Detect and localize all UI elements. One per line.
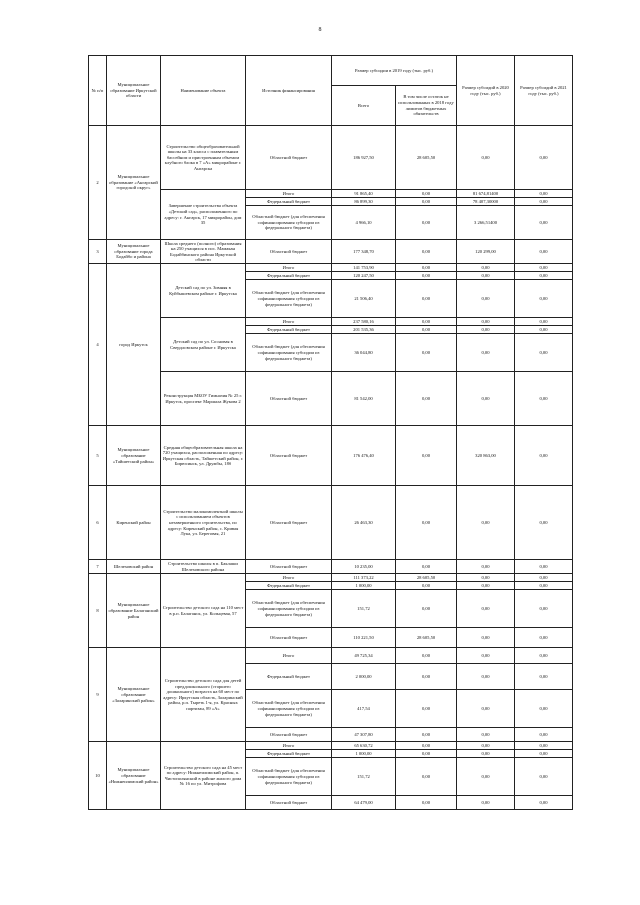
value-2019-total: 4 966,10 bbox=[332, 206, 396, 240]
header-municipality: Муниципальное образование Иркутской области bbox=[107, 56, 161, 126]
header-2021: Размер субсидий в 2021 году (тыс. руб.) bbox=[515, 56, 573, 126]
object-name: Строительство школы в п. Баклаши Шелеховского района bbox=[161, 560, 246, 574]
value-2019-total: 1 000,00 bbox=[332, 750, 396, 758]
funding-source: Федеральный бюджет bbox=[246, 198, 332, 206]
value-2019-total: 110 221,50 bbox=[332, 628, 396, 648]
table-row bbox=[89, 574, 573, 582]
funding-source: Областной бюджет bbox=[246, 486, 332, 560]
value-2021: 0,00 bbox=[515, 426, 573, 486]
value-2021: 0,00 bbox=[515, 664, 573, 690]
value-2019-total: 26 463,30 bbox=[332, 486, 396, 560]
value-2020: 0,00 bbox=[457, 750, 515, 758]
value-2020: 0,00 bbox=[457, 664, 515, 690]
header-2019-total: Всего bbox=[332, 86, 396, 126]
value-2021: 0,00 bbox=[515, 648, 573, 664]
value-2020: 78 407,30000 bbox=[457, 198, 515, 206]
value-2019-total: 91 865,40 bbox=[332, 190, 396, 198]
value-2021: 0,00 bbox=[515, 796, 573, 810]
table-row bbox=[89, 190, 573, 198]
object-name: Реконструкция МБОУ Гимназия № 25 г. Иркутск, проспект Маршала Жукова 2 bbox=[161, 372, 246, 426]
value-2019-total: 141 753,90 bbox=[332, 264, 396, 272]
object-name: Строительство детского сада для детей преддошкольного (старшего дошкольного) возраста на 60 мест по адресу: Иркутская область, Заларинский район, р.п. Тыреть 1-я, ул. Красных партизан, 89 «А» bbox=[161, 648, 246, 742]
value-2021: 0,00 bbox=[515, 590, 573, 628]
funding-source: Итого bbox=[246, 264, 332, 272]
table-row bbox=[89, 560, 573, 574]
funding-source: Областной бюджет (для обеспечения софинансирования субсидии из федерального бюджета) bbox=[246, 206, 332, 240]
value-2020: 0,00 bbox=[457, 486, 515, 560]
value-2019-incl: 28 605,50 bbox=[396, 628, 457, 648]
table-row bbox=[89, 648, 573, 664]
value-2019-incl: 0,00 bbox=[396, 272, 457, 280]
funding-source: Федеральный бюджет bbox=[246, 582, 332, 590]
value-2019-incl: 0,00 bbox=[396, 372, 457, 426]
value-2020: 0,00 bbox=[457, 628, 515, 648]
value-2021: 0,00 bbox=[515, 742, 573, 750]
value-2019-total: 151,72 bbox=[332, 590, 396, 628]
value-2021: 0,00 bbox=[515, 240, 573, 264]
header-no: № п/п bbox=[89, 56, 107, 126]
value-2020: 0,00 bbox=[457, 574, 515, 582]
value-2020: 320 863,00 bbox=[457, 426, 515, 486]
value-2019-total: 49 725,34 bbox=[332, 648, 396, 664]
value-2019-total: 86 899,30 bbox=[332, 198, 396, 206]
value-2021: 0,00 bbox=[515, 326, 573, 334]
value-2021: 0,00 bbox=[515, 750, 573, 758]
value-2020: 0,00 bbox=[457, 126, 515, 190]
value-2019-incl: 0,00 bbox=[396, 240, 457, 264]
object-name: Завершение строительства объекта «Детский сад», расположенного по адресу: г. Ангарск, 17 микрорайон, дом 35 bbox=[161, 190, 246, 240]
table-row bbox=[89, 126, 573, 190]
value-2020: 0,00 bbox=[457, 280, 515, 318]
value-2019-incl: 0,00 bbox=[396, 560, 457, 574]
table-row bbox=[89, 264, 573, 272]
funding-source: Областной бюджет bbox=[246, 126, 332, 190]
value-2021: 0,00 bbox=[515, 758, 573, 796]
value-2020: 120 299,00 bbox=[457, 240, 515, 264]
value-2020: 0,00 bbox=[457, 796, 515, 810]
value-2019-total: 81 542,00 bbox=[332, 372, 396, 426]
value-2019-total: 176 476,40 bbox=[332, 426, 396, 486]
value-2020: 0,00 bbox=[457, 372, 515, 426]
value-2019-total: 111 373,22 bbox=[332, 574, 396, 582]
value-2019-incl: 0,00 bbox=[396, 326, 457, 334]
value-2019-incl: 0,00 bbox=[396, 426, 457, 486]
value-2019-total: 36 044,80 bbox=[332, 334, 396, 372]
table-row bbox=[89, 742, 573, 750]
value-2019-total: 417,54 bbox=[332, 690, 396, 728]
value-2020: 0,00 bbox=[457, 758, 515, 796]
value-2019-total: 177 348,70 bbox=[332, 240, 396, 264]
value-2019-incl: 0,00 bbox=[396, 796, 457, 810]
header-2020: Размер субсидий в 2020 году (тыс. руб.) bbox=[457, 56, 515, 126]
value-2019-total: 186 927,50 bbox=[332, 126, 396, 190]
subsidy-table bbox=[88, 55, 573, 810]
value-2019-incl: 0,00 bbox=[396, 728, 457, 742]
value-2019-total: 64 479,00 bbox=[332, 796, 396, 810]
municipality-name: Муниципальное образование «Тайшетский район» bbox=[107, 426, 161, 486]
value-2020: 0,00 bbox=[457, 264, 515, 272]
value-2020: 0,00 bbox=[457, 690, 515, 728]
funding-source: Итого bbox=[246, 574, 332, 582]
value-2020: 0,00 bbox=[457, 742, 515, 750]
table-row bbox=[89, 372, 573, 426]
funding-source: Федеральный бюджет bbox=[246, 664, 332, 690]
object-name: Школа среднего (полного) образования на 250 учащихся в пос. Мамакан Бодайбинского района Иркутской области bbox=[161, 240, 246, 264]
municipality-name: Муниципальное образование «Заларинский район» bbox=[107, 648, 161, 742]
value-2021: 0,00 bbox=[515, 206, 573, 240]
row-number: 8 bbox=[89, 574, 107, 648]
object-name: Строительство детского сада на 45 мест по адресу: Нижнеилимский район, п. Чистополянский в районе жилого дома № 16 по ул. Митрофова bbox=[161, 742, 246, 810]
value-2021: 0,00 bbox=[515, 190, 573, 198]
value-2019-total: 2 000,00 bbox=[332, 664, 396, 690]
row-number: 7 bbox=[89, 560, 107, 574]
value-2019-total: 237 580,16 bbox=[332, 318, 396, 326]
value-2020: 0,00 bbox=[457, 326, 515, 334]
value-2019-incl: 0,00 bbox=[396, 664, 457, 690]
value-2019-incl: 0,00 bbox=[396, 648, 457, 664]
row-number: 2 bbox=[89, 126, 107, 240]
header-2019-group: Размер субсидии в 2019 году (тыс. руб.) bbox=[332, 56, 457, 86]
value-2021: 0,00 bbox=[515, 628, 573, 648]
funding-source: Итого bbox=[246, 648, 332, 664]
municipality-name: Киренский район bbox=[107, 486, 161, 560]
value-2021: 0,00 bbox=[515, 728, 573, 742]
value-2019-incl: 28 605,50 bbox=[396, 126, 457, 190]
value-2019-total: 1 000,00 bbox=[332, 582, 396, 590]
municipality-name: Муниципальное образование «Нижнеилимский район» bbox=[107, 742, 161, 810]
funding-source: Итого bbox=[246, 318, 332, 326]
header-2019-incl: В том числе остаток не использованных в 2018 году лимитов бюджетных обязательств bbox=[396, 86, 457, 126]
value-2021: 0,00 bbox=[515, 574, 573, 582]
object-name: Строительство малокомплектной школы с использованием объектов незавершенного строительства, по адресу: Киренский район, с. Кривая Лука, ул. Береговая, 21 bbox=[161, 486, 246, 560]
value-2021: 0,00 bbox=[515, 272, 573, 280]
funding-source: Федеральный бюджет bbox=[246, 750, 332, 758]
value-2019-total: 10 235,00 bbox=[332, 560, 396, 574]
value-2019-incl: 28 605,50 bbox=[396, 574, 457, 582]
value-2020: 0,00 bbox=[457, 728, 515, 742]
value-2021: 0,00 bbox=[515, 334, 573, 372]
value-2019-incl: 0,00 bbox=[396, 334, 457, 372]
value-2019-total: 120 247,50 bbox=[332, 272, 396, 280]
value-2020: 0,00 bbox=[457, 272, 515, 280]
value-2020: 0,00 bbox=[457, 334, 515, 372]
row-number: 3 bbox=[89, 240, 107, 264]
header-source: Источник финансирования bbox=[246, 56, 332, 126]
header-object: Наименование объекта bbox=[161, 56, 246, 126]
value-2019-total: 47 307,80 bbox=[332, 728, 396, 742]
funding-source: Областной бюджет bbox=[246, 728, 332, 742]
value-2019-incl: 0,00 bbox=[396, 758, 457, 796]
value-2020: 3 266,51400 bbox=[457, 206, 515, 240]
value-2019-incl: 0,00 bbox=[396, 264, 457, 272]
object-name: Детский сад по ул. Зимняя в Куйбышевском районе г. Иркутска bbox=[161, 264, 246, 318]
value-2020: 81 674,81400 bbox=[457, 190, 515, 198]
funding-source: Областной бюджет (для обеспечения софинансирования субсидии из федерального бюджета) bbox=[246, 758, 332, 796]
value-2020: 0,00 bbox=[457, 648, 515, 664]
value-2020: 0,00 bbox=[457, 582, 515, 590]
value-2021: 0,00 bbox=[515, 126, 573, 190]
row-number: 6 bbox=[89, 486, 107, 560]
value-2021: 0,00 bbox=[515, 560, 573, 574]
row-number: 9 bbox=[89, 648, 107, 742]
value-2021: 0,00 bbox=[515, 486, 573, 560]
table-row bbox=[89, 486, 573, 560]
funding-source: Областной бюджет bbox=[246, 372, 332, 426]
funding-source: Итого bbox=[246, 190, 332, 198]
value-2020: 0,00 bbox=[457, 590, 515, 628]
funding-source: Областной бюджет bbox=[246, 240, 332, 264]
table-row bbox=[89, 426, 573, 486]
value-2019-incl: 0,00 bbox=[396, 318, 457, 326]
value-2019-total: 201 535,36 bbox=[332, 326, 396, 334]
object-name: Детский сад по ул. Сосновая в Свердловском районе г. Иркутска bbox=[161, 318, 246, 372]
object-name: Строительство общеобразовательной школы на 33 класса с плавательным бассейном и пристроенным объемом клубного блока в 7 «А» микрорайоне г. Ангарска bbox=[161, 126, 246, 190]
value-2019-total: 151,72 bbox=[332, 758, 396, 796]
value-2019-total: 21 506,40 bbox=[332, 280, 396, 318]
funding-source: Федеральный бюджет bbox=[246, 272, 332, 280]
funding-source: Областной бюджет bbox=[246, 426, 332, 486]
municipality-name: Муниципальное образование Балаганский район bbox=[107, 574, 161, 648]
funding-source: Областной бюджет bbox=[246, 560, 332, 574]
value-2020: 0,00 bbox=[457, 560, 515, 574]
funding-source: Областной бюджет bbox=[246, 628, 332, 648]
funding-source: Областной бюджет bbox=[246, 796, 332, 810]
table-row bbox=[89, 240, 573, 264]
value-2019-incl: 0,00 bbox=[396, 280, 457, 318]
value-2019-incl: 0,00 bbox=[396, 582, 457, 590]
value-2021: 0,00 bbox=[515, 372, 573, 426]
funding-source: Областной бюджет (для обеспечения софинансирования субсидии из федерального бюджета) bbox=[246, 334, 332, 372]
value-2020: 0,00 bbox=[457, 318, 515, 326]
funding-source: Федеральный бюджет bbox=[246, 326, 332, 334]
funding-source: Итого bbox=[246, 742, 332, 750]
value-2021: 0,00 bbox=[515, 690, 573, 728]
value-2021: 0,00 bbox=[515, 264, 573, 272]
row-number: 10 bbox=[89, 742, 107, 810]
row-number: 4 bbox=[89, 264, 107, 426]
municipality-name: город Иркутск bbox=[107, 264, 161, 426]
page-number: 8 bbox=[318, 27, 322, 33]
row-number: 5 bbox=[89, 426, 107, 486]
value-2021: 0,00 bbox=[515, 280, 573, 318]
value-2019-incl: 0,00 bbox=[396, 206, 457, 240]
municipality-name: Муниципальное образование «Ангарский городской округ» bbox=[107, 126, 161, 240]
funding-source: Областной бюджет (для обеспечения софинансирования субсидии из федерального бюджета) bbox=[246, 590, 332, 628]
value-2019-incl: 0,00 bbox=[396, 742, 457, 750]
funding-source: Областной бюджет (для обеспечения софинансирования субсидии из федерального бюджета) bbox=[246, 690, 332, 728]
value-2019-incl: 0,00 bbox=[396, 590, 457, 628]
funding-source: Областной бюджет (для обеспечения софинансирования субсидии из федерального бюджета) bbox=[246, 280, 332, 318]
value-2019-incl: 0,00 bbox=[396, 690, 457, 728]
object-name: Средняя общеобразовательная школа на 720 учащихся, расположенная по адресу: Иркутская область, Тайшетский район, г. Бирюсинск, ул. Дружбы, 18б bbox=[161, 426, 246, 486]
value-2019-incl: 0,00 bbox=[396, 198, 457, 206]
table-row bbox=[89, 318, 573, 326]
value-2019-incl: 0,00 bbox=[396, 750, 457, 758]
value-2021: 0,00 bbox=[515, 198, 573, 206]
municipality-name: Шелеховский район bbox=[107, 560, 161, 574]
value-2021: 0,00 bbox=[515, 582, 573, 590]
object-name: Строительство детского сада на 110 мест в р.п. Балаганск, ул. Кольцевая, 57 bbox=[161, 574, 246, 648]
municipality-name: Муниципальное образование города Бодайбо и района bbox=[107, 240, 161, 264]
value-2019-incl: 0,00 bbox=[396, 486, 457, 560]
value-2019-total: 65 630,72 bbox=[332, 742, 396, 750]
value-2021: 0,00 bbox=[515, 318, 573, 326]
value-2019-incl: 0,00 bbox=[396, 190, 457, 198]
